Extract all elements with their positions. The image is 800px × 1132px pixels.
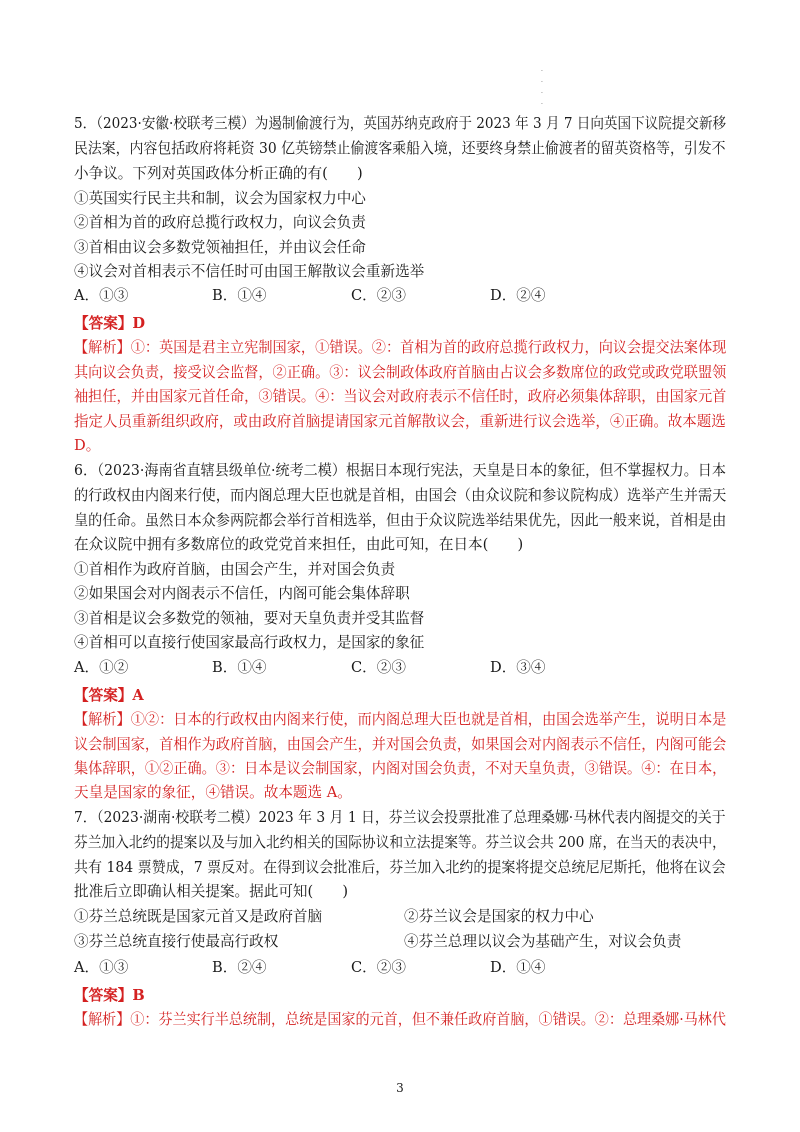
q5-answer: 【答案】D: [74, 315, 146, 332]
q7-stem-line-1: 7．（2023·湖南·校联考二模）2023 年 3 月 1 日，芬兰议会投票批准了总理桑娜·马林代表内阁提交的关于: [74, 809, 726, 826]
q5-option-a: A．①③: [74, 287, 129, 304]
q5-statement-2: ②首相为首的政府总揽行政权力，向议会负责: [74, 214, 366, 231]
q6-statement-1: ①首相作为政府首脑，由国会产生，并对国会负责: [74, 561, 396, 578]
q6-analysis-line-3: 集体辞职，①②正确。③：日本是议会制国家，内阁对国会负责，不对天皇负责，③错误。④：在日本，: [74, 760, 727, 777]
q5-analysis-line-2: 其向议会负责，接受议会监督，②正确。③：议会制政体政府首脑由占议会多数席位的政党或政党联盟领: [74, 364, 727, 381]
q6-stem-line-1: 6．（2023·海南省直辖县级单位·统考二模）根据日本现行宪法，天皇是日本的象征，但不掌握权力。日本: [74, 462, 726, 479]
q6-option-d: D．③④: [490, 659, 546, 676]
q7-analysis-line-1: 【解析】①：芬兰实行半总统制，总统是国家的元首，但不兼任政府首脑，①错误。②：总理桑娜·马林代: [74, 1011, 726, 1028]
q7-statement-3: ③芬兰总统直接行使最高行政权: [74, 933, 279, 950]
q5-stem-line-1: 5．（2023·安徽·校联考三模）为遏制偷渡行为，英国苏纳克政府于 2023 年 3 月 7 日向英国下议院提交新移: [74, 115, 727, 132]
q7-statement-4: ④芬兰总理以议会为基础产生，对议会负责: [404, 933, 682, 950]
q5-statement-4: ④议会对首相表示不信任时可由国王解散议会重新选举: [74, 263, 425, 280]
q6-statement-2: ②如果国会对内阁表示不信任，内阁可能会集体辞职: [74, 585, 410, 602]
q7-statement-1: ①芬兰总统既是国家元首又是政府首脑: [74, 908, 323, 925]
q7-option-c: C．②③: [351, 959, 406, 976]
q5-statement-3: ③首相由议会多数党领袖担任，并由议会任命: [74, 239, 366, 256]
q7-answer: 【答案】B: [74, 987, 145, 1004]
q6-statement-4: ④首相可以直接行使国家最高行政权力，是国家的象征: [74, 634, 425, 651]
q7-statement-2: ②芬兰议会是国家的权力中心: [404, 908, 594, 925]
page-number: 3: [396, 1081, 404, 1095]
q7-option-d: D．①④: [490, 959, 546, 976]
q7-stem-line-4: 批准后立即确认相关提案。据此可知( ): [74, 883, 349, 900]
q6-option-a: A．①②: [74, 659, 129, 676]
q5-analysis-line-4: 指定人员重新组织政府，或由政府首脑提请国家元首解散议会，重新进行议会选举，④正确。故本题选: [74, 413, 726, 430]
q6-analysis-line-4: 天皇是国家的象征，④错误。故本题选 A。: [74, 784, 352, 801]
q6-option-b: B．①④: [212, 659, 267, 676]
q7-option-b: B．②④: [212, 959, 267, 976]
q5-analysis-line-5: D。: [74, 437, 101, 454]
q7-stem-line-3: 共有 184 票赞成，7 票反对。在得到议会批准后，芬兰加入北约的提案将提交总统尼尼斯托，他将在议会: [74, 859, 726, 876]
decorative-dots: . . . .: [541, 66, 543, 106]
q5-option-d: D．②④: [490, 287, 546, 304]
q5-stem-line-3: 小争议。下列对英国政体分析正确的有( ): [74, 165, 363, 182]
q6-answer: 【答案】A: [74, 687, 144, 704]
q5-option-c: C．②③: [351, 287, 406, 304]
q6-option-c: C．②③: [351, 659, 406, 676]
q5-stem-line-2: 民法案，内容包括政府将耗资 30 亿英镑禁止偷渡客乘船入境，还要终身禁止偷渡者的留英资格等，引发不: [74, 140, 726, 157]
q5-option-b: B．①④: [212, 287, 267, 304]
q5-statement-1: ①英国实行民主共和制，议会为国家权力中心: [74, 190, 366, 207]
q5-analysis-line-3: 袖担任，并由国家元首任命，③错误。④：当议会对政府表示不信任时，政府必须集体辞职，由国家元首: [74, 388, 727, 405]
q6-statement-3: ③首相是议会多数党的领袖，要对天皇负责并受其监督: [74, 610, 425, 627]
q7-stem-line-2: 芬兰加入北约的提案以及与加入北约相关的国际协议和立法提案等。芬兰议会共 200 席，在当天的表决中，: [74, 834, 726, 851]
q6-stem-line-4: 在众议院中拥有多数席位的政党党首来担任，由此可知，在日本( ): [74, 536, 524, 553]
q6-stem-line-3: 皇的任命。虽然日本众参两院都会举行首相选举，但由于众议院选举结果优先，因此一般来说，首相是由: [74, 512, 727, 529]
q6-stem-line-2: 的行政权由内阁来行使，而内阁总理大臣也就是首相，由国会（由众议院和参议院构成）选举产生并需天: [74, 487, 727, 504]
q6-analysis-line-2: 议会制国家，首相作为政府首脑，由国会产生，并对国会负责，如果国会对内阁表示不信任，内阁可能会: [74, 736, 727, 753]
q6-analysis-line-1: 【解析】①②：日本的行政权由内阁来行使，而内阁总理大臣也就是首相，由国会选举产生，说明日本是: [74, 711, 727, 728]
q5-analysis-line-1: 【解析】①：英国是君主立宪制国家，①错误。②：首相为首的政府总揽行政权力，向议会提交法案体现: [74, 339, 727, 356]
q7-option-a: A．①③: [74, 959, 129, 976]
